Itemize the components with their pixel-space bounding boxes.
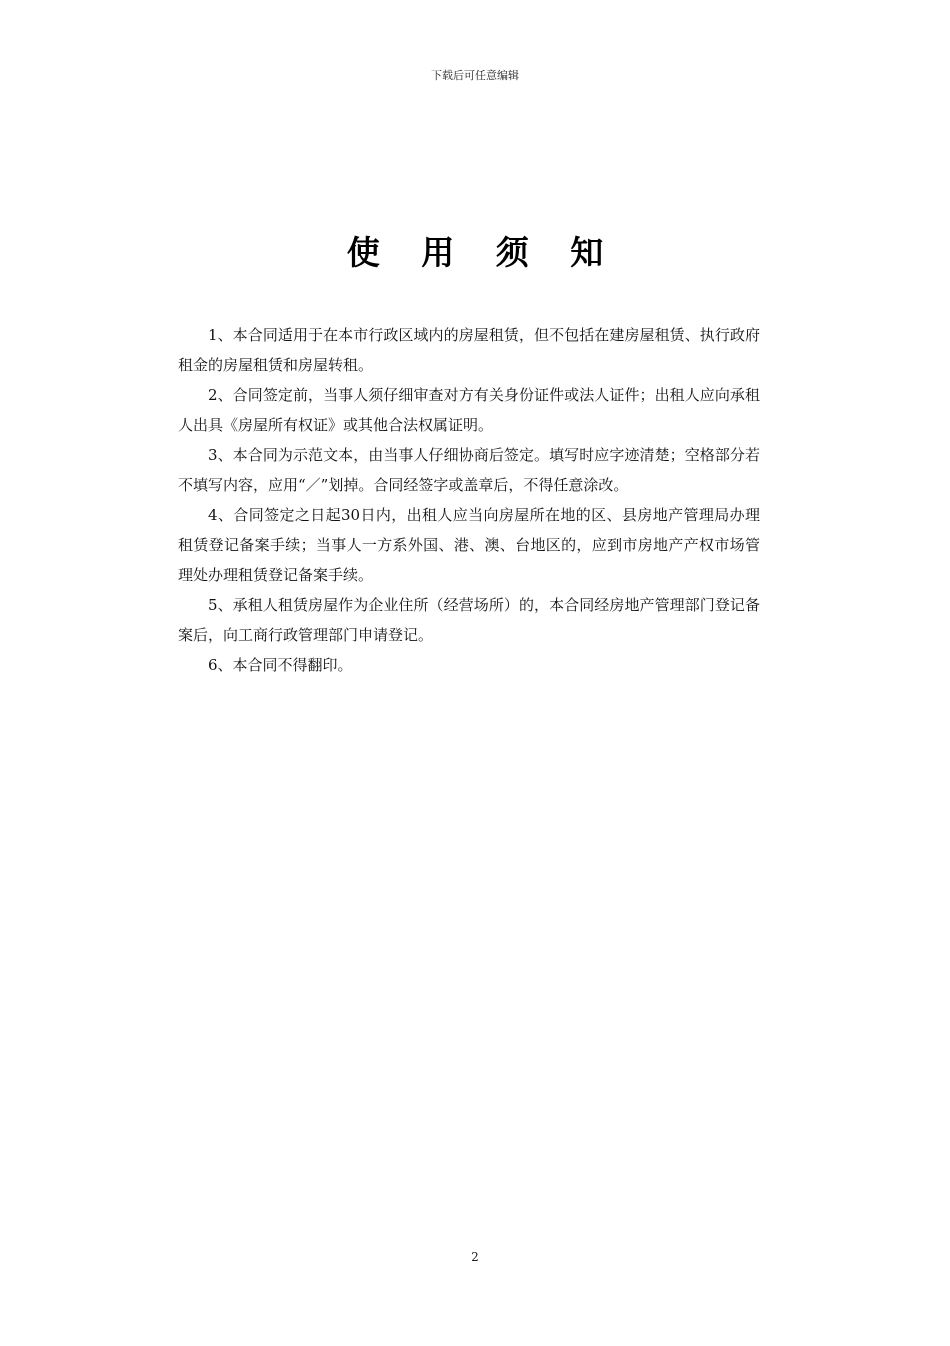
paragraph-3: 3、本合同为示范文本，由当事人仔细协商后签定。填写时应字迹清楚；空格部分若不填写内容，应用“／”划掉。合同经签字或盖章后，不得任意涂改。: [178, 446, 760, 494]
paragraph-1: 1、本合同适用于在本市行政区域内的房屋租赁，但不包括在建房屋租赁、执行政府租金的房屋租赁和房屋转租。: [178, 326, 760, 374]
document-body: [178, 320, 760, 680]
page-number: 2: [471, 1250, 479, 1264]
paragraph-4: 4、合同签定之日起30日内，出租人应当向房屋所在地的区、县房地产管理局办理租赁登记备案手续；当事人一方系外国、港、澳、台地区的，应到市房地产产权市场管理处办理租赁登记备案手续。: [178, 506, 760, 584]
page-header: 下载后可任意编辑: [431, 69, 519, 82]
paragraph-5: 5、承租人租赁房屋作为企业住所（经营场所）的，本合同经房地产管理部门登记备案后，向工商行政管理部门申请登记。: [178, 596, 760, 644]
paragraph-6: 6、本合同不得翻印。: [208, 656, 353, 674]
paragraph-2: 2、合同签定前，当事人须仔细审查对方有关身份证件或法人证件；出租人应向承租人出具《房屋所有权证》或其他合法权属证明。: [178, 386, 760, 434]
document-title: 使 用 须 知: [346, 233, 619, 272]
